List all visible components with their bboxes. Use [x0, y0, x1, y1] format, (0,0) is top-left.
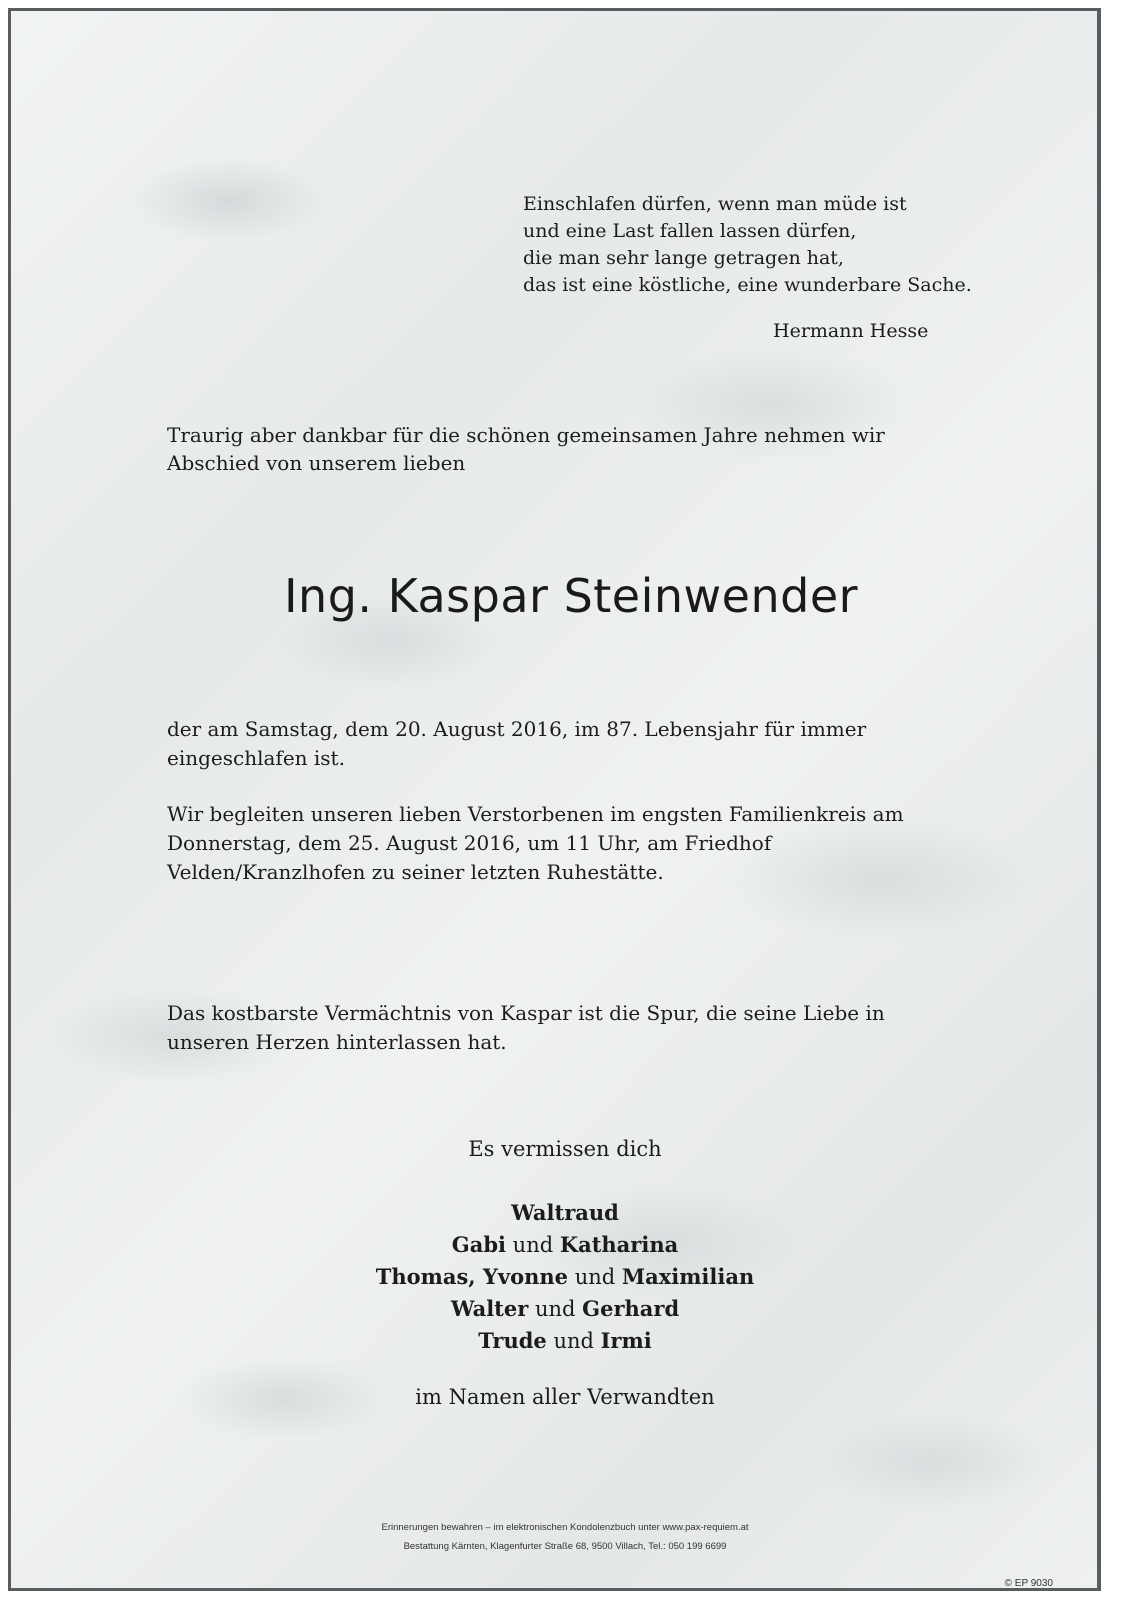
death-notice-paragraph: der am Samstag, dem 20. August 2016, im 87. Lebensjahr für immer eingeschlafen ist. — [167, 717, 867, 770]
mourner-line: Waltraud — [511, 1200, 619, 1225]
poem-quote — [523, 191, 972, 299]
mourners-list — [11, 1197, 1119, 1357]
footer-condolence-line: Erinnerungen bewahren – im elektronischen Kondolenzbuch unter www.pax-requiem.at — [381, 1522, 749, 1533]
legacy-paragraph: Das kostbarste Vermächtnis von Kaspar ist die Spur, die seine Liebe in unseren Herzen hinterlassen hat. — [167, 1001, 885, 1054]
relatives-closing: im Namen aller Verwandten — [415, 1385, 715, 1409]
poem-line: das ist eine köstliche, eine wunderbare Sache. — [523, 274, 972, 296]
mourners-heading: Es vermissen dich — [468, 1137, 662, 1161]
obituary-card — [8, 8, 1101, 1591]
poem-line: und eine Last fallen lassen dürfen, — [523, 220, 857, 242]
footer-address-line: Bestattung Kärnten, Klagenfurter Straße 68, 9500 Villach, Tel.: 050 199 6699 — [403, 1541, 727, 1552]
deceased-name: Ing. Kaspar Steinwender — [283, 569, 859, 623]
intro-text: Traurig aber dankbar für die schönen gemeinsamen Jahre nehmen wir Abschied von unserem lieben — [167, 423, 885, 475]
mourner-line: Walter und Gerhard — [450, 1296, 680, 1321]
copyright-note: © EP 9030 — [1004, 1578, 1053, 1589]
poem-line: die man sehr lange getragen hat, — [523, 247, 844, 269]
mourner-line: Thomas, Yvonne und Maximilian — [375, 1264, 755, 1289]
funeral-paragraph: Wir begleiten unseren lieben Verstorbenen im engsten Familienkreis am Donnerstag, dem 25. August 2016, um 11 Uhr, am Friedhof Velden/Kranzlhofen zu seiner letzten Ruhestätte. — [167, 802, 904, 884]
poem-line: Einschlafen dürfen, wenn man müde ist — [523, 193, 907, 215]
poem-author: Hermann Hesse — [773, 320, 929, 342]
mourner-line: Trude und Irmi — [478, 1328, 652, 1353]
mourner-line: Gabi und Katharina — [451, 1232, 679, 1257]
